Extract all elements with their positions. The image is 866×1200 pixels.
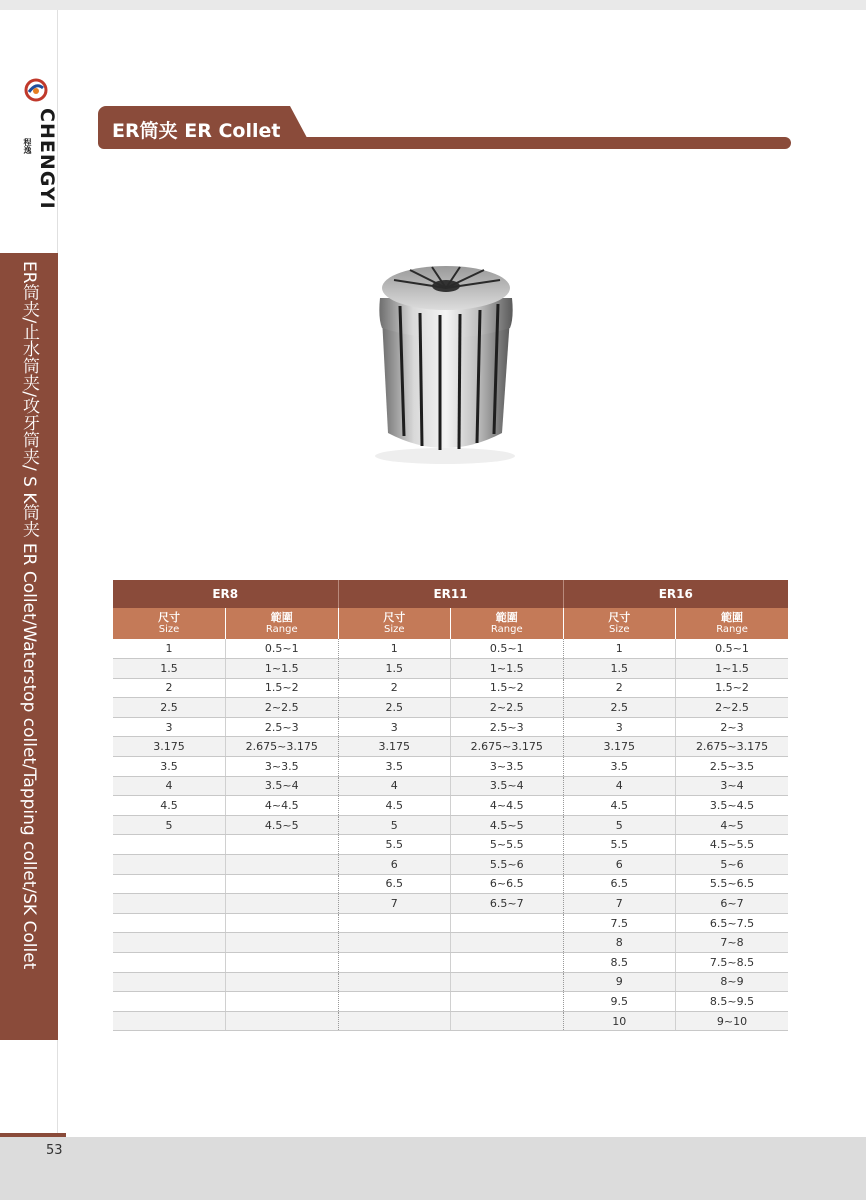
range-cell: 3.5~4.5 <box>676 796 789 816</box>
size-cell: 4 <box>563 776 676 796</box>
size-cell <box>113 953 226 973</box>
range-cell <box>451 1011 564 1031</box>
range-cell: 2.675~3.175 <box>451 737 564 757</box>
size-cell <box>113 855 226 875</box>
table-row <box>113 874 788 894</box>
range-cell: 9~10 <box>676 1011 789 1031</box>
size-cell: 6.5 <box>338 874 451 894</box>
size-cell <box>338 1011 451 1031</box>
range-cell: 6.5~7.5 <box>676 913 789 933</box>
sub-header-range: 範圍 Range <box>676 608 789 639</box>
top-strip <box>0 0 866 10</box>
range-cell <box>226 953 339 973</box>
group-header-er16: ER16 <box>563 580 788 608</box>
range-cell: 2.5~3 <box>451 717 564 737</box>
brand-name-cn: 程逸 <box>23 138 32 154</box>
section-title: ER筒夹 ER Collet <box>112 120 281 142</box>
range-cell: 4.5~5.5 <box>676 835 789 855</box>
range-cell <box>451 972 564 992</box>
table-row <box>113 972 788 992</box>
range-cell: 6~7 <box>676 894 789 914</box>
range-cell: 1~1.5 <box>451 659 564 679</box>
range-cell: 2.5~3.5 <box>676 757 789 777</box>
range-cell: 2.5~3 <box>226 717 339 737</box>
table-row <box>113 717 788 737</box>
range-cell: 2~2.5 <box>676 698 789 718</box>
size-cell <box>113 933 226 953</box>
size-cell: 2 <box>563 678 676 698</box>
size-cell <box>113 972 226 992</box>
size-cell: 6.5 <box>563 874 676 894</box>
table-row <box>113 678 788 698</box>
range-cell: 2.675~3.175 <box>226 737 339 757</box>
range-cell: 8.5~9.5 <box>676 992 789 1012</box>
size-cell <box>338 953 451 973</box>
size-cell: 4 <box>338 776 451 796</box>
range-cell <box>226 913 339 933</box>
size-cell: 4.5 <box>563 796 676 816</box>
brand-logo <box>14 108 60 228</box>
range-cell: 0.5~1 <box>226 639 339 659</box>
table-row <box>113 639 788 659</box>
er-collet-product-image <box>360 258 530 488</box>
range-cell: 4~5 <box>676 815 789 835</box>
sub-header-row <box>113 608 788 639</box>
spec-table-body <box>113 639 788 1031</box>
size-cell: 3.5 <box>113 757 226 777</box>
range-cell: 0.5~1 <box>676 639 789 659</box>
table-row <box>113 894 788 914</box>
range-cell: 1.5~2 <box>226 678 339 698</box>
size-cell <box>113 894 226 914</box>
size-cell: 3 <box>113 717 226 737</box>
size-cell: 2 <box>338 678 451 698</box>
size-cell: 3.5 <box>563 757 676 777</box>
size-cell: 3 <box>563 717 676 737</box>
brand-name: CHENGYI <box>36 108 58 210</box>
size-cell: 3.175 <box>563 737 676 757</box>
range-cell: 1~1.5 <box>676 659 789 679</box>
range-cell: 2~2.5 <box>226 698 339 718</box>
sub-header-range: 範圍 Range <box>451 608 564 639</box>
range-cell: 7~8 <box>676 933 789 953</box>
range-cell <box>226 874 339 894</box>
range-cell <box>451 933 564 953</box>
size-cell <box>113 874 226 894</box>
size-cell <box>113 913 226 933</box>
size-cell: 1.5 <box>338 659 451 679</box>
range-cell: 4~4.5 <box>226 796 339 816</box>
range-cell <box>226 894 339 914</box>
range-cell <box>226 933 339 953</box>
range-cell <box>451 992 564 1012</box>
page-footer <box>0 1137 866 1200</box>
size-cell: 5 <box>563 815 676 835</box>
range-cell: 4.5~5 <box>226 815 339 835</box>
range-cell <box>451 953 564 973</box>
range-cell: 4~4.5 <box>451 796 564 816</box>
sub-header-size: 尺寸 Size <box>113 608 226 639</box>
range-cell <box>226 972 339 992</box>
size-cell: 6 <box>563 855 676 875</box>
range-cell: 1.5~2 <box>451 678 564 698</box>
size-cell: 1.5 <box>113 659 226 679</box>
table-row <box>113 953 788 973</box>
sub-header-range: 範圍 Range <box>226 608 339 639</box>
range-cell <box>226 835 339 855</box>
table-row <box>113 992 788 1012</box>
range-cell: 1~1.5 <box>226 659 339 679</box>
collet-spec-table <box>113 580 788 1031</box>
size-cell: 6 <box>338 855 451 875</box>
size-cell: 10 <box>563 1011 676 1031</box>
section-header <box>98 106 791 149</box>
size-cell: 4.5 <box>338 796 451 816</box>
table-row <box>113 659 788 679</box>
size-cell: 5 <box>113 815 226 835</box>
size-cell: 8 <box>563 933 676 953</box>
range-cell: 2~3 <box>676 717 789 737</box>
size-cell: 4.5 <box>113 796 226 816</box>
range-cell: 2.675~3.175 <box>676 737 789 757</box>
table-row <box>113 1011 788 1031</box>
table-row <box>113 933 788 953</box>
size-cell: 7 <box>563 894 676 914</box>
size-cell: 1 <box>563 639 676 659</box>
range-cell: 3~3.5 <box>451 757 564 777</box>
range-cell: 8~9 <box>676 972 789 992</box>
table-row <box>113 815 788 835</box>
range-cell <box>226 855 339 875</box>
size-cell: 3.5 <box>338 757 451 777</box>
size-cell: 5 <box>338 815 451 835</box>
range-cell: 3.5~4 <box>226 776 339 796</box>
range-cell <box>226 992 339 1012</box>
size-cell: 2.5 <box>338 698 451 718</box>
size-cell: 1 <box>113 639 226 659</box>
table-row <box>113 855 788 875</box>
size-cell: 2.5 <box>563 698 676 718</box>
size-cell: 4 <box>113 776 226 796</box>
size-cell: 9.5 <box>563 992 676 1012</box>
table-row <box>113 757 788 777</box>
range-cell: 7.5~8.5 <box>676 953 789 973</box>
group-header-er11: ER11 <box>338 580 563 608</box>
range-cell: 1.5~2 <box>676 678 789 698</box>
range-cell: 0.5~1 <box>451 639 564 659</box>
group-header-er8: ER8 <box>113 580 338 608</box>
brand-logo-icon <box>24 78 48 102</box>
size-cell: 1 <box>338 639 451 659</box>
size-cell: 5.5 <box>338 835 451 855</box>
size-cell: 2.5 <box>113 698 226 718</box>
table-row <box>113 737 788 757</box>
size-cell: 2 <box>113 678 226 698</box>
size-cell: 3.175 <box>338 737 451 757</box>
size-cell <box>113 835 226 855</box>
range-cell: 6.5~7 <box>451 894 564 914</box>
sub-header-size: 尺寸 Size <box>338 608 451 639</box>
range-cell: 3~3.5 <box>226 757 339 777</box>
table-row <box>113 835 788 855</box>
table-row <box>113 913 788 933</box>
size-cell <box>113 992 226 1012</box>
page-number: 53 <box>46 1143 63 1158</box>
table-row <box>113 776 788 796</box>
range-cell: 5.5~6.5 <box>676 874 789 894</box>
size-cell <box>338 933 451 953</box>
size-cell: 7.5 <box>563 913 676 933</box>
size-cell: 3.175 <box>113 737 226 757</box>
range-cell: 3~4 <box>676 776 789 796</box>
sub-header-size: 尺寸 Size <box>563 608 676 639</box>
side-category-band <box>0 253 58 1040</box>
range-cell: 4.5~5 <box>451 815 564 835</box>
size-cell: 9 <box>563 972 676 992</box>
size-cell: 3 <box>338 717 451 737</box>
size-cell: 7 <box>338 894 451 914</box>
range-cell: 6~6.5 <box>451 874 564 894</box>
range-cell <box>451 913 564 933</box>
size-cell <box>338 992 451 1012</box>
group-header-row <box>113 580 788 608</box>
size-cell <box>338 913 451 933</box>
range-cell: 3.5~4 <box>451 776 564 796</box>
size-cell <box>338 972 451 992</box>
size-cell: 1.5 <box>563 659 676 679</box>
size-cell: 5.5 <box>563 835 676 855</box>
size-cell: 8.5 <box>563 953 676 973</box>
side-category-text: ER筒夹/止水筒夹/攻牙筒夹/ S K筒夹 ER Collet/Waterstop collet/Tapping collet/SK Collet <box>19 261 39 970</box>
range-cell: 5~6 <box>676 855 789 875</box>
range-cell <box>226 1011 339 1031</box>
range-cell: 5.5~6 <box>451 855 564 875</box>
range-cell: 2~2.5 <box>451 698 564 718</box>
size-cell <box>113 1011 226 1031</box>
table-row <box>113 698 788 718</box>
range-cell: 5~5.5 <box>451 835 564 855</box>
table-row <box>113 796 788 816</box>
